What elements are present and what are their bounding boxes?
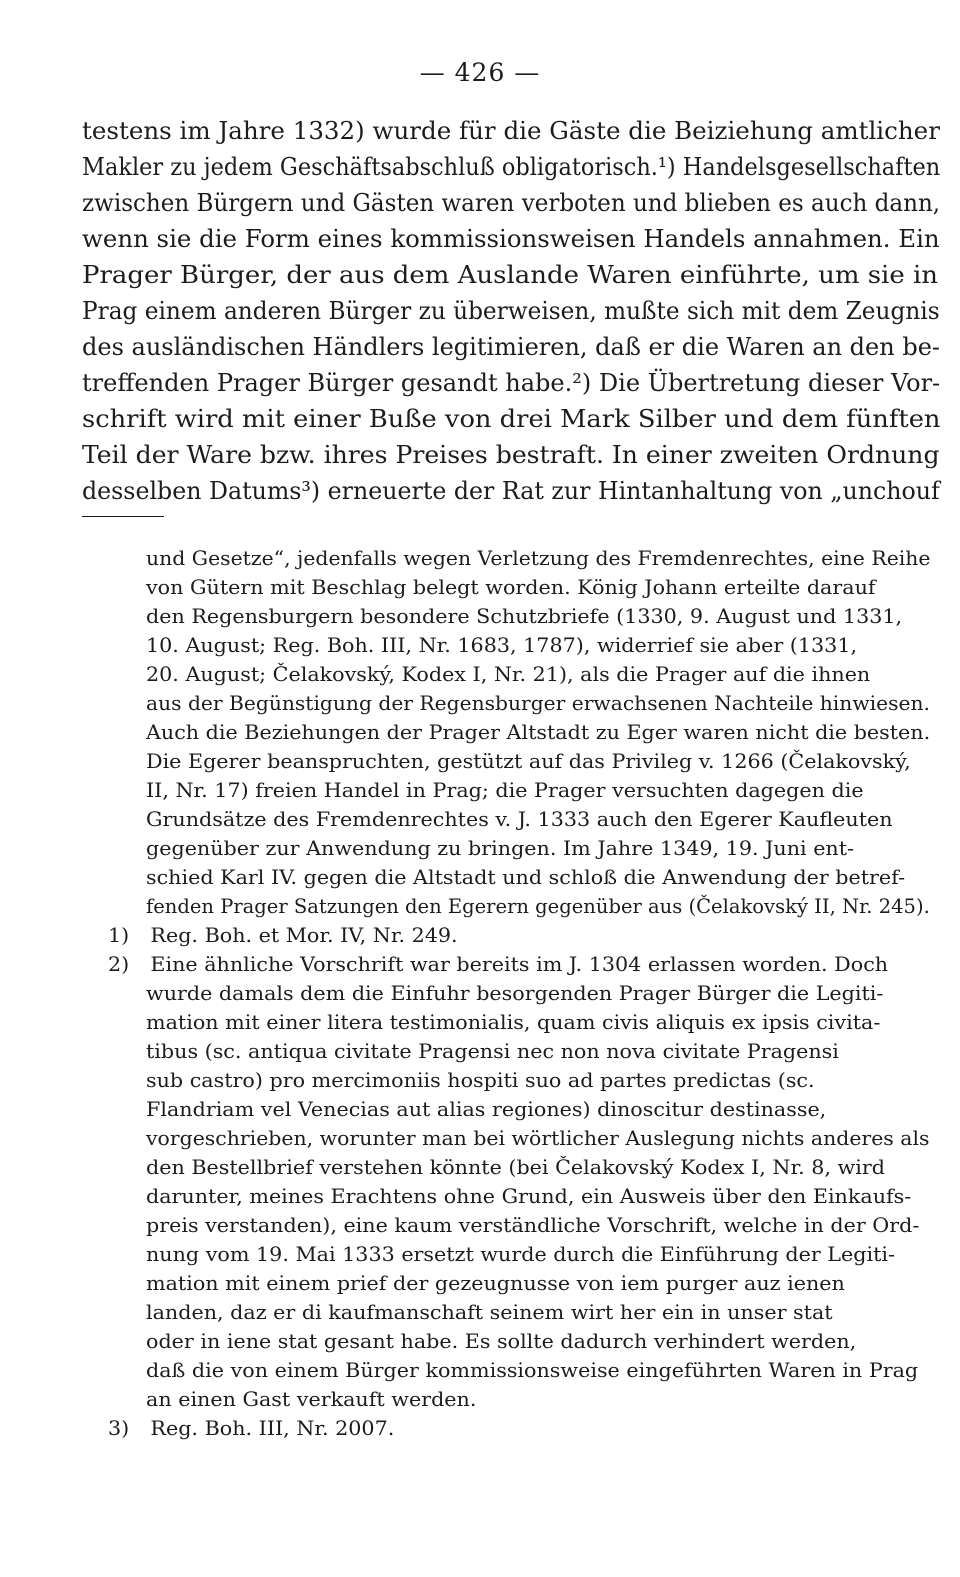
note-line: mation mit einem prief der gezeugnusse von iem purger auz ienen bbox=[146, 1272, 845, 1295]
note-line: preis verstanden), eine kaum verständliche Vorschrift, welche in der Ord- bbox=[146, 1214, 920, 1237]
text-line: des ausländischen Händlers legitimieren, daß er die Waren an den be- bbox=[82, 332, 941, 361]
page-number: — 426 — bbox=[419, 58, 541, 87]
note-line: Grundsätze des Fremdenrechtes v. J. 1333 auch den Egerer Kaufleuten bbox=[146, 808, 893, 831]
text-line: Prager Bürger, der aus dem Auslande Waren einführte, um sie in bbox=[82, 260, 938, 289]
note-line: Auch die Beziehungen der Prager Altstadt zu Eger waren nicht die besten. bbox=[146, 721, 931, 744]
note-line: daß die von einem Bürger kommissionsweise eingeführten Waren in Prag bbox=[146, 1359, 919, 1382]
footnote-3 bbox=[108, 1414, 394, 1443]
footnote-divider bbox=[82, 516, 164, 517]
note-line: und Gesetze“, jedenfalls wegen Verletzung des Fremdenrechtes, eine Reihe bbox=[146, 547, 931, 570]
note-line: den Regensburgern besondere Schutzbriefe (1330, 9. August und 1331, bbox=[146, 605, 903, 628]
note-line: 10. August; Reg. Boh. III, Nr. 1683, 1787), widerrief sie aber (1331, bbox=[146, 634, 858, 657]
note-line: den Bestellbrief verstehen könnte (bei Čelakovský Kodex I, Nr. 8, wird bbox=[146, 1156, 885, 1179]
note-line: Die Egerer beanspruchten, gestützt auf das Privileg v. 1266 (Čelakovský, bbox=[146, 750, 911, 773]
note-line: darunter, meines Erachtens ohne Grund, ein Ausweis über den Einkaufs- bbox=[146, 1185, 912, 1208]
note-line: sub castro) pro mercimoniis hospiti suo ad partes predictas (sc. bbox=[146, 1069, 815, 1092]
note-line: fenden Prager Satzungen den Egerern gegenüber aus (Čelakovský II, Nr. 245). bbox=[146, 895, 930, 918]
footnote-text: Reg. Boh. III, Nr. 2007. bbox=[150, 1417, 395, 1440]
text-line: wenn sie die Form eines kommissionsweisen Handels annahmen. Ein bbox=[82, 224, 940, 253]
text-line: zwischen Bürgern und Gästen waren verboten und blieben es auch dann, bbox=[82, 188, 941, 217]
note-line: oder in iene stat gesant habe. Es sollte dadurch verhindert werden, bbox=[146, 1330, 857, 1353]
footnote-mark: 3) bbox=[108, 1417, 130, 1440]
footnote-mark: 2) bbox=[108, 953, 130, 976]
text-line: testens im Jahre 1332) wurde für die Gäste die Beiziehung amtlicher bbox=[82, 116, 940, 145]
note-line: nung vom 19. Mai 1333 ersetzt wurde durch die Einführung der Legiti- bbox=[146, 1243, 896, 1266]
footnote-text: Eine ähnliche Vorschrift war bereits im J. 1304 erlassen worden. Doch bbox=[150, 953, 889, 976]
note-line: an einen Gast verkauft werden. bbox=[146, 1388, 477, 1411]
text-line: Prag einem anderen Bürger zu überweisen, mußte sich mit dem Zeugnis bbox=[82, 296, 940, 325]
text-line: Teil der Ware bzw. ihres Preises bestraft. In einer zweiten Ordnung bbox=[82, 440, 940, 469]
note-line: schied Karl IV. gegen die Altstadt und schloß die Anwendung der betref- bbox=[146, 866, 906, 889]
text-line: schrift wird mit einer Buße von drei Mark Silber und dem fünften bbox=[82, 404, 941, 433]
note-line: wurde damals dem die Einfuhr besorgenden Prager Bürger die Legiti- bbox=[146, 982, 884, 1005]
note-line: II, Nr. 17) freien Handel in Prag; die Prager versuchten dagegen die bbox=[146, 779, 864, 802]
note-line: 20. August; Čelakovský, Kodex I, Nr. 21), als die Prager auf die ihnen bbox=[146, 663, 871, 686]
note-line: Flandriam vel Venecias aut alias regiones) dinoscitur destinasse, bbox=[146, 1098, 827, 1121]
text-line: desselben Datums³) erneuerte der Rat zur Hintanhaltung von „unchouf bbox=[82, 476, 940, 505]
note-line: tibus (sc. antiqua civitate Pragensi nec non nova civitate Pragensi bbox=[146, 1040, 839, 1063]
note-line: landen, daz er di kaufmanschaft seinem wirt her ein in unser stat bbox=[146, 1301, 833, 1324]
note-line: vorgeschrieben, worunter man bei wörtlicher Auslegung nichts anderes als bbox=[146, 1127, 930, 1150]
footnote-mark: 1) bbox=[108, 924, 130, 947]
text-line: treffenden Prager Bürger gesandt habe.²) Die Übertretung dieser Vor- bbox=[82, 368, 941, 397]
note-line: aus der Begünstigung der Regensburger erwachsenen Nachteile hinwiesen. bbox=[146, 692, 930, 715]
footnote-1 bbox=[108, 921, 458, 950]
footnote-text: Reg. Boh. et Mor. IV, Nr. 249. bbox=[150, 924, 458, 947]
note-line: gegenüber zur Anwendung zu bringen. Im Jahre 1349, 19. Juni ent- bbox=[146, 837, 855, 860]
note-line: mation mit einer litera testimonialis, quam civis aliquis ex ipsis civita- bbox=[146, 1011, 881, 1034]
note-line: von Gütern mit Beschlag belegt worden. König Johann erteilte darauf bbox=[146, 576, 876, 599]
footnote-2 bbox=[108, 950, 888, 979]
text-line: Makler zu jedem Geschäftsabschluß obligatorisch.¹) Handelsgesellschaften bbox=[82, 152, 941, 181]
